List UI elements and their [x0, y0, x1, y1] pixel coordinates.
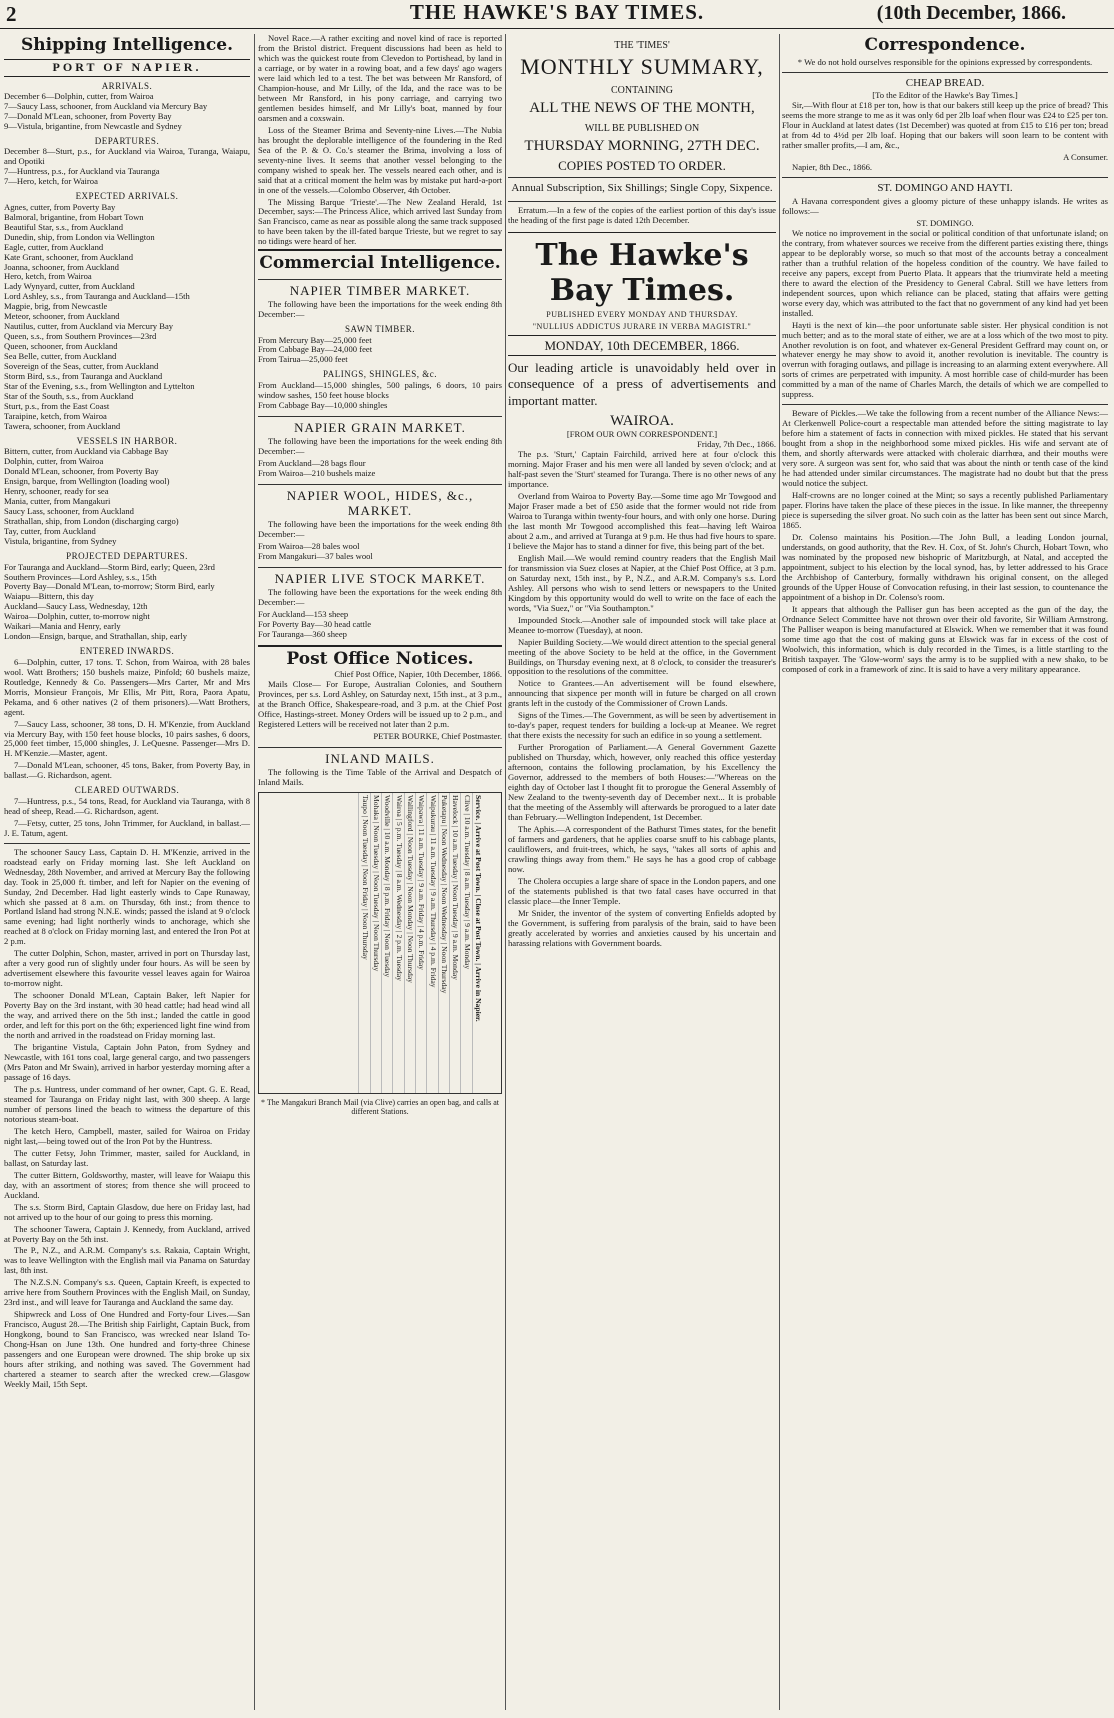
masthead: [0, 0, 1114, 29]
list-item: 6—Dolphin, cutter, 17 tons. T. Schon, from Wairoa, with 28 bales wool. Watt Brothers; 150 bushels maize, Pinfold; 60 bushels maize, Routledge, Kennedy & Co. Passengers—Mrs Carter, Mr and Mrs Morris, Monsieur François, Mr Ellis, Mr Pitt, Rora, Paora Apatu, Pekama, and 6 other natives (2 of them prisoners).—Watt Brothers, agent.: [4, 656, 250, 717]
table-row: Wairoa | 5 p.m. Tuesday | 8 a.m. Wednesday | 2 p.m. Tuesday: [392, 793, 403, 1093]
stock-intro: The following have been the exportations for the week ending 8th December:—: [258, 586, 502, 607]
summary-title: MONTHLY SUMMARY,: [520, 53, 764, 79]
local-news: [508, 554, 776, 949]
list-item: Joanna, schooner, from Auckland: [4, 261, 119, 272]
shipping-news: [4, 848, 250, 1390]
list-item: Southern Provinces—Lord Ashley, s.s., 15th: [4, 571, 157, 582]
list-item: Waikari—Mania and Henry, early: [4, 621, 121, 632]
news-paragraph: Overland from Wairoa to Poverty Bay.—Some time ago Mr Towgood and Major Fraser made a bet of £50 aside that the former would not ride from Wairoa to Turanga within twenty-four hours, and with only one horse. During the last month Mr Towgood accomplished this feat—having left Wairoa about 2 a.m., and arrived at Turanga at 9 p.m. He thus had five hours to spare. I believe the Major has to stand a dinner for five, this being part of the bet.: [508, 491, 776, 551]
list-item: 7—Saucy Lass, schooner, 38 tons, D. H. M'Kenzie, from Auckland via Mercury Bay, with 150 feet house blocks, 10 pairs sashes, 6 doors, 25,000 feet timber, 15,000 shingles, J. LeQuesne. Passenger—Mrs D. H. M'Kenzie.—Master, agent.: [4, 718, 250, 759]
news-paragraph: Notice to Grantees.—An advertisement will be found elsewhere, announcing that sixpence per month will in future be charged on all crown grants left in the custody of the Commissioner of Crown Lands.: [508, 678, 776, 709]
list-item: Dolphin, cutter, from Wairoa: [4, 456, 104, 467]
summary-published: WILL BE PUBLISHED ON: [584, 123, 700, 135]
list-item: Star of the South, s.s., from Auckland: [4, 391, 134, 402]
domingo-title: ST. DOMINGO AND HAYTI.: [877, 182, 1013, 195]
list-item: 7—Fetsy, cutter, 25 tons, John Trimmer, for Auckland, in ballast.—J. E. Tatum, agent.: [4, 817, 250, 838]
list-item: Lord Ashley, s.s., from Tauranga and Auckland—15th: [4, 291, 190, 302]
news-paragraph: Loss of the Steamer Brima and Seventy-nine Lives.—The Nubia has brought the deplorable intelligence of the foundering in the Red Sea of the P. & O. Co.'s steamer the Brima, involving a loss of seventy-nine lives. It seems that another vessel belonging to the company wished to speak her. The vessels neared each other, and is said that at a critical moment the helm was by mistake put hard-a-port in one of the vessels.—Colombo Observer, 4th October.: [258, 124, 502, 195]
news-paragraph: Beware of Pickles.—We take the following from a recent number of the Alliance News:—At Clerkenwell Police-court a respectable man attended before the sitting magistrate to lay before him a statement of facts in connection with mixed pickles. He stated that his servant bought from a shop in the neighborhood some mixed pickles. His wife and servant ate of them, and shortly afterwards were attacked with choleraic diarrhœa, and their mouths were very sore. A surgeon was sent for, who said that was about the ninth or tenth case of the kind he had attended under similar circumstances. The magistrate had no doubt but that the press would notice the subject.: [782, 408, 1108, 489]
list-item: Agnes, cutter, from Poverty Bay: [4, 201, 116, 212]
domingo-body: [782, 229, 1108, 400]
palings-list: [258, 379, 505, 411]
arrivals-list: [4, 92, 250, 132]
news-paragraph: It appears that although the Palliser gun has been accepted as the gun of the day, the Ordnance Select Committee have not thrown over their old favorite, Sir William Armstrong. The Palliser weapon is being manufactured at Elswick. When we remember that it was found some time ago that the cost of making guns at Elswick was far in excess of the cost of Woolwich, this information, which is duly recorded in the Times, is a little startling to the British taxpayer. The 'Glow-worm' says the army is to be supplied with a new shako, to be composed of cork in a framework of zinc. It is said to have a very military appearance.: [782, 603, 1108, 674]
page-number: 2: [6, 2, 17, 26]
list-item: December 8—Sturt, p.s., for Auckland via Wairoa, Turanga, Waiapu, and Opotiki: [4, 146, 253, 167]
list-item: Vistula, brigantine, from Sydney: [4, 536, 117, 547]
news-paragraph: The schooner Donald M'Lean, Captain Baker, left Napier for Poverty Bay on the 3rd instant, with 30 head cattle; had head wind all the way, and arrived there on the 5th inst.; landed the cattle in good order, and left for this port on the 6th; experienced light fine wind from the north and arrived in the roadstead on Friday morning last.: [4, 990, 250, 1041]
news-paragraph: The s.s. Storm Bird, Captain Glasdow, due here on Friday last, had not arrived up to the hour of our going to press this morning.: [4, 1201, 250, 1222]
list-item: Tay, cutter, from Auckland: [4, 526, 96, 537]
post-signature: PETER BOURKE, Chief Postmaster.: [373, 731, 502, 742]
projected-list: [4, 563, 250, 643]
table-row: Woodville | 10 a.m. Monday | 8 p.m. Friday | Noon Tuesday: [381, 793, 392, 1093]
list-item: Storm Bird, s.s., from Tauranga and Auckland: [4, 371, 163, 382]
post-office-heading: Post Office Notices.: [258, 645, 502, 670]
cleared-list: [4, 797, 250, 839]
column-rule: [254, 34, 255, 1710]
cheap-bread-title: CHEAP BREAD.: [905, 76, 985, 89]
commercial-column: [258, 33, 505, 1710]
list-item: Strathallan, ship, from London (discharging cargo): [4, 516, 179, 527]
table-row: Puketapu | Noon Wednesday | Noon Wednesday | Noon Thursday: [438, 793, 449, 1093]
erratum: Erratum.—In a few of the copies of the earliest portion of this day's issue the heading of the first page is dated 12th December.: [508, 204, 776, 225]
vessels-title: VESSELS IN HARBOR.: [76, 435, 178, 446]
list-item: Taraipine, ketch, from Wairoa: [4, 411, 107, 422]
wairoa-body: [508, 450, 776, 552]
list-item: 7—Hero, ketch, for Wairoa: [4, 176, 98, 187]
port-heading: PORT OF NAPIER.: [4, 59, 250, 77]
list-item: From Mangakuri—37 bales wool: [258, 550, 373, 561]
timber-market-title: NAPIER TIMBER MARKET.: [258, 279, 502, 298]
list-item: For Tauranga and Auckland—Storm Bird, early; Queen, 23rd: [4, 561, 215, 572]
grain-market-title: NAPIER GRAIN MARKET.: [258, 416, 502, 435]
news-paragraph: Mr Snider, the inventor of the system of converting Enfields adopted by the Government, is suffering from paralysis of the brain, said to have been greatly accelerated by worries and anxieties caused by his uncertain and harassing relations with Government boards.: [508, 907, 776, 948]
sawn-list: [258, 336, 502, 366]
correspondence-column: [782, 34, 1108, 1710]
list-item: For Poverty Bay—30 head cattle: [258, 618, 372, 629]
commercial-heading: Commercial Intelligence.: [258, 249, 502, 274]
list-item: Sea Belle, cutter, from Auckland: [4, 351, 117, 362]
table-row: Taupo | Noon Tuesday | Noon Friday | Noon Thursday: [358, 793, 369, 1093]
departures-title: DEPARTURES.: [94, 135, 160, 146]
general-news: [258, 34, 502, 247]
column-rule: [505, 34, 506, 1710]
news-paragraph: The P., N.Z., and A.R.M. Company's s.s. Rakaia, Captain Wright, was to leave Wellington with the English mail via Panama on Saturday last, 8th inst.: [4, 1245, 250, 1276]
list-item: Donald M'Lean, schooner, from Poverty Bay: [4, 466, 159, 477]
publication-days: PUBLISHED EVERY MONDAY AND THURSDAY.: [546, 310, 738, 320]
expected-list: [4, 203, 250, 432]
cleared-title: CLEARED OUTWARDS.: [74, 785, 180, 796]
list-item: Queen, schooner, from Auckland: [4, 341, 118, 352]
table-row: Wallingford | Noon Tuesday | Noon Monday | Noon Thursday: [404, 793, 415, 1093]
news-paragraph: The cutter Bittern, Goldsworthy, master, will leave for Waiapu this day, with an assortment of stores; from thence she will proceed to Auckland.: [4, 1169, 250, 1200]
cheap-bread-dateline: Napier, 8th Dec., 1866.: [792, 162, 873, 173]
news-paragraph: The brigantine Vistula, Captain John Paton, from Sydney and Newcastle, with 161 tons coal, large general cargo, and two passengers (Mrs Paton and Mr Swain), arrived in harbor yesterday morning after a passage of 16 days.: [4, 1042, 250, 1082]
domingo-subtitle: ST. DOMINGO.: [916, 217, 974, 228]
post-dateline: Chief Post Office, Napier, 10th December, 1866.: [334, 669, 502, 680]
list-item: From Mercury Bay—25,000 feet: [258, 334, 372, 345]
timber-intro: The following have been the importations for the week ending 8th December:—: [258, 299, 502, 320]
news-paragraph: The Missing Barque 'Trieste'.—The New Zealand Herald, 1st December, says:—The Princess Alice, which arrived last Sunday from San Francisco, came as near as possible along the same track supposed to have been taken by the ill-fated barque Trieste, but we regret to say no tidings were heard of her.: [258, 196, 502, 247]
list-item: Magpie, brig, from Newcastle: [4, 301, 108, 312]
list-item: Poverty Bay—Donald M'Lean, to-morrow; Storm Bird, early: [4, 581, 215, 592]
list-item: Kate Grant, schooner, from Auckland: [4, 251, 133, 262]
monthly-summary-ad: [508, 40, 776, 195]
wool-market-title: NAPIER WOOL, HIDES, &c., MARKET.: [258, 484, 502, 518]
entered-title: ENTERED INWARDS.: [79, 646, 175, 657]
summary-small: THE 'TIMES': [614, 40, 670, 51]
list-item: Bittern, cutter, from Auckland via Cabbage Bay: [4, 446, 169, 457]
paper-motto: "NULLIUS ADDICTUS JURARE IN VERBA MAGISTRI.": [532, 321, 752, 331]
correspondence-heading: Correspondence.: [864, 35, 1026, 55]
list-item: London—Ensign, barque, and Strathallan, ship, early: [4, 631, 188, 642]
summary-all-news: ALL THE NEWS OF THE MONTH,: [529, 99, 755, 116]
news-paragraph: Hayti is the next of kin—the poor unfortunate sable sister. Her physical condition is not much better; and as to the moral state of either, we are at a loss which of the two most to pity. Another revolution is on foot, and whatever ex-General President Geffrard may count on, or whatever energy he may show to avoid it, another revolution is inevitable. The country is overrun with foraging outlaws, and pillage is increasing to an alarming extent everywhere. All sorts of crimes are perpetrated with impunity. A most horrible case of child-murder has been committed by a man of the name of Charles March, the details of which we are compelled to suppress.: [782, 319, 1108, 400]
cheap-bread-to: [To the Editor of the Hawke's Bay Times.]: [872, 90, 1018, 101]
news-paragraph: The N.Z.S.N. Company's s.s. Queen, Captain Kreeft, is expected to arrive here from Southern Provinces with the English Mail, on Sunday, 23rd inst., and will leave for Tauranga and Auckland the same day.: [4, 1277, 250, 1308]
issue-date: (10th December, 1866.: [876, 2, 1066, 24]
summary-subscription: Annual Subscription, Six Shillings; Single Copy, Sixpence.: [511, 182, 773, 195]
table-row: Waipawa | 11 a.m. Tuesday | 9 a.m. Friday | 4 p.m. Friday: [415, 793, 426, 1093]
editorial-date: MONDAY, 10th DECEMBER, 1866.: [508, 335, 776, 356]
list-item: Sovereign of the Seas, cutter, from Auckland: [4, 361, 159, 372]
sawn-timber-title: SAWN TIMBER.: [344, 324, 416, 335]
list-item: From Wairoa—28 bales wool: [258, 540, 360, 551]
stock-list: [258, 610, 502, 640]
inland-intro: The following is the Time Table of the Arrival and Despatch of Inland Mails.: [258, 767, 502, 788]
list-item: For Auckland—153 sheep: [258, 608, 349, 619]
news-paragraph: The ketch Hero, Campbell, master, sailed for Wairoa on Friday night last,—being towed out of the Iron Pot by the Huntress.: [4, 1125, 250, 1146]
news-paragraph: English Mail.—We would remind country readers that the English Mail for transmission via Suez closes at Napier, at the Chief Post Office, at 3 p.m. on Saturday next, 15th inst., by P., N.Z., and A.R.M. Company's s.s. Lord Ashley. All persons who wish to send letters or newspapers to the United Kingdom by this opportunity would do well to write on the face of each the words, "Via Suez," or "Via Southampton.": [508, 552, 776, 613]
news-paragraph: We notice no improvement in the social or political condition of that unfortunate island; on the contrary, from whatever sources we receive from the different parties existing there, things appear to be deplorably worse, so much so that most of the accounts betray a concealment rather than a truthful relation of the hopeless condition of the country. We have failed to receive any papers, except from Puerto Plata. It appears that the triumvirate held a meeting there to award the election of the Presidency to General Cabral. Still we have letters from independent sources, upon which reliance can be placed, stating that affairs were getting worse every day, which was attributed to the fact that no government of any kind had yet been installed.: [782, 227, 1108, 318]
list-item: From Auckland—28 bags flour: [258, 457, 366, 468]
wool-list: [258, 542, 502, 562]
list-item: Wairoa—Dolphin, cutter, to-morrow night: [4, 611, 150, 622]
news-paragraph: Napier Building Society.—We would direct attention to the special general meeting of the above Society to be held at the office, in the Government Buildings, on Thursday evening next, at 8 o'clock, to consider the treasurer's opposition to the resolutions of the committee.: [508, 636, 776, 677]
shipping-column: [4, 34, 253, 1710]
list-item: Sturt, p.s., from the East Coast: [4, 401, 110, 412]
list-item: Auckland—Saucy Lass, Wednesday, 12th: [4, 601, 148, 612]
inland-mails-title: INLAND MAILS.: [258, 747, 502, 766]
list-item: From Tairua—25,000 feet: [258, 354, 348, 365]
news-paragraph: Half-crowns are no longer coined at the Mint; so says a recently published Parliamentary paper. Florins have taken the place of these pieces in the issue. In like manner, the threepenny piece is superseding the silver groat. No such coin as the latter has been sent out since March, 1865.: [782, 490, 1108, 530]
table-row: Havelock | 10 a.m. Tuesday | Noon Tuesday | 9 a.m. Monday: [449, 793, 460, 1093]
news-paragraph: The Cholera occupies a large share of space in the London papers, and one of the statements published is that two fatal cases have occurred in that classic place—the Inner Temple.: [508, 875, 776, 906]
column-rule: [779, 34, 780, 1710]
news-paragraph: Shipwreck and Loss of One Hundred and Forty-four Lives.—San Francisco, August 28.—The British ship Fairlight, Captain Buck, from Hongkong, bound to San Francisco, was wrecked near Island To-Chong-Hsan on June 13th. One hundred and forty-three Chinese passengers and one European were drowned. The ship broke up six hours after striking, and nothing was saved. The Government had chartered a steamer to search after the wrecked crew.—Glasgow Weekly Mail, 15th Sept.: [4, 1309, 250, 1390]
projected-title: PROJECTED DEPARTURES.: [66, 551, 188, 562]
list-item: From Cabbage Bay—24,000 feet: [258, 344, 373, 355]
list-item: Balmoral, brigantine, from Hobart Town: [4, 211, 144, 222]
domingo-intro: A Havana correspondent gives a gloomy picture of these unhappy islands. He writes as follows:—: [782, 195, 1108, 216]
list-item: December 6—Dolphin, cutter, from Wairoa: [4, 91, 154, 102]
news-paragraph: The p.s. 'Sturt,' Captain Fairchild, arrived here at four o'clock this morning. Major Fraser and his men were all landed by seven o'clock; and at half-past seven the 'Sturt' steamed for Turanga. There is no other news of any importance.: [508, 449, 776, 490]
news-paragraph: The cutter Dolphin, Schon, master, arrived in port on Thursday last, after a very good run of slightly under four hours. As will be seen by advertisement elsewhere this favourite vessel leaves again for Wairoa to-morrow night.: [4, 948, 250, 989]
news-paragraph: The Aphis.—A correspondent of the Bathurst Times states, for the benefit of farmers and gardeners, that he applies coarse snuff to his cabbage plants, cauliflowers, and fruit-trees, which, he says, "takes all sorts of aphis and crawling things away from them." He says he has a good crop of cabbage now.: [508, 824, 776, 874]
news-paragraph: The p.s. Huntress, under command of her owner, Capt. G. E. Read, steamed for Tauranga on Friday night last, with 300 sheep. A large number of persons lined the beach to witness the departure of this notorious steam-boat.: [4, 1083, 250, 1124]
table-row: Waipukurau | 11 a.m. Tuesday | 9 a.m. Thursday | 4 p.m. Friday: [426, 793, 437, 1093]
list-item: Hero, ketch, from Wairoa: [4, 271, 92, 282]
entered-list: [4, 658, 250, 782]
list-item: From Auckland—15,000 shingles, 500 palings, 6 doors, 10 pairs window sashes, 150 feet house blocks: [258, 379, 505, 400]
news-paragraph: The schooner Saucy Lass, Captain D. H. M'Kenzie, arrived in the roadstead early on Friday morning last. She left Auckland on Wednesday, 28th November, and arrived at Mercury Bay the following day. Took in 25,000 ft. timber, and left for Napier on the evening of Sunday, 2nd December. Had light easterly winds to Cape Runaway, which she passed at 8 a.m. on Thursday, 6th inst.; from thence to Portland Island had strong N.N.E. winds; passed the island at 9 o'clock same evening; had light northerly winds to anchorage, which she reached at 8 o'clock on Friday morning last, and entered the Iron Pot at 2 p.m.: [4, 846, 250, 947]
cheap-bread-signature: A Consumer.: [1063, 152, 1108, 163]
news-paragraph: Novel Race.—A rather exciting and novel kind of race is reported from the Bristol district. Frequent discussions had been as held to which was the quickest route from Clevedon to Portishead, by land in a carriage, or by water in a rowing boat, and a few days' ago wagers were laid which led to a test. The bet was between Mr Ransford, of Champion-house, and Mr Lilly, of the Ida, and the race was to be between Mr Ransford, in his pony carriage, and carrying two gentlemen besides himself, and Mr Lilly's boat, manned by four oarsmen and a coxswain.: [258, 33, 502, 123]
list-item: Queen, s.s., from Southern Provinces—23rd: [4, 331, 157, 342]
list-item: From Cabbage Bay—10,000 shingles: [258, 399, 388, 410]
grain-intro: The following have been the importations for the week ending 8th December:—: [258, 435, 502, 456]
table-row: Mohaka | Noon Tuesday | Noon Tuesday | Noon Thursday: [370, 793, 381, 1093]
list-item: Tawera, schooner, from Auckland: [4, 421, 121, 431]
table-header: Service. | Arrive at Post Town. | Close at Post Town. | Arrive in Napier.: [472, 793, 483, 1093]
news-paragraph: Impounded Stock.—Another sale of impounded stock will take place at Meanee to-morrow (Tuesday), at noon.: [508, 614, 776, 635]
list-item: 7—Huntress, p.s., 54 tons, Read, for Auckland via Tauranga, with 8 head of sheep, Read.—G. Richardson, agent.: [4, 795, 250, 816]
list-item: Star of the Evening, s.s., from Wellington and Lyttelton: [4, 381, 195, 392]
list-item: 7—Donald M'Lean, schooner, 45 tons, Baker, from Poverty Bay, in ballast.—G. Richardson, agent.: [4, 760, 250, 781]
inland-footnote: * The Mangakuri Branch Mail (via Clive) carries an open bag, and calls at different Stations.: [261, 1098, 499, 1117]
stock-market-title: NAPIER LIVE STOCK MARKET.: [258, 567, 502, 586]
list-item: 9—Vistula, brigantine, from Newcastle and Sydney: [4, 120, 182, 131]
wool-intro: The following have been the importations for the week ending 8th December:—: [258, 518, 502, 539]
list-item: From Wairoa—210 bushels maize: [258, 467, 376, 478]
summary-posted: COPIES POSTED TO ORDER.: [558, 158, 726, 174]
summary-date: THURSDAY MORNING, 27TH DEC.: [524, 137, 760, 154]
summary-containing: CONTAINING: [611, 85, 673, 97]
list-item: 7—Saucy Lass, schooner, from Auckland via Mercury Bay: [4, 101, 208, 112]
leader-notice: Our leading article is unavoidably held over in consequence of a press of advertisements and important matter.: [508, 360, 776, 408]
arrivals-title: ARRIVALS.: [101, 80, 153, 91]
wairoa-source: [FROM OUR OWN CORRESPONDENT.]: [566, 429, 718, 440]
more-news: [782, 409, 1108, 674]
list-item: Nautilus, cutter, from Auckland via Mercury Bay: [4, 321, 174, 332]
news-paragraph: Dr. Colenso maintains his Position.—The John Bull, a leading London journal, understands, on good authority, that the Rev. H. Cox, of St. John's Church, Hobart Town, who was nominated by the proposed new bishopric of Maritzburgh, at Natal, and accepted the appointment, subject to his election by the local synod, has, by letter addressed to his Grace the Archbishop of Canterbury, formally withdrawn his original consent, on the alleged grounds of the Upper House of Convocation refusing, in their last session, to countenance the appointment of a bishop in Dr. Colenso's room.: [782, 531, 1108, 602]
vessels-list: [4, 447, 250, 547]
list-item: For Tauranga—360 sheep: [258, 628, 347, 639]
wairoa-date: Friday, 7th Dec., 1866.: [697, 439, 776, 450]
cheap-bread-letter: Sir,—With flour at £18 per ton, how is that our bakers still keep up the price of bread? This seems the more strange to me as it was only 6d per 2lb loaf when flour was £24 to £25 per ton. Flour in Auckland at latest dates (1st December) was quoted at from £15 to £16 per ton; bread at from 4d to 4½d per 2lb loaf. Hoping that our bakers will soon learn to be content with rather smaller profits,—I am, &c.,: [782, 100, 1109, 151]
list-item: 7—Donald M'Lean, schooner, from Poverty Bay: [4, 111, 172, 121]
disclaimer: * We do not hold ourselves responsible for the opinions expressed by correspondents.: [797, 56, 1093, 67]
newspaper-title: THE HAWKE'S BAY TIMES.: [409, 0, 705, 24]
list-item: Henry, schooner, ready for sea: [4, 486, 109, 497]
editorial-column: [508, 34, 776, 1710]
list-item: Lady Wynyard, cutter, from Auckland: [4, 281, 135, 292]
wairoa-title: WAIROA.: [610, 412, 674, 429]
list-item: Dunedin, ship, from London via Wellington: [4, 231, 155, 242]
palings-title: PALINGS, SHINGLES, &c.: [323, 369, 437, 380]
paper-logo: The Hawke's Bay Times.: [508, 232, 776, 309]
shipping-heading: Shipping Intelligence.: [21, 35, 233, 55]
inland-mail-table: [258, 792, 502, 1094]
table-row: Clive | 10 a.m. Tuesday | 8 a.m. Tuesday | 9 a.m. Monday: [460, 793, 471, 1093]
post-body: Mails Close— For Europe, Australian Colonies, and Southern Provinces, per s.s. Lord Ashley, on Saturday next, 15th inst., at 3 p.m., at the Branch Office, Shakespeare-road, and 3 p.m. at the Chief Post Office, Hastings-street. Money Orders will be issued up to 2 p.m., and Registered Letters will be received not later than 2 p.m.: [258, 679, 502, 730]
list-item: Saucy Lass, schooner, from Auckland: [4, 506, 134, 517]
news-paragraph: Signs of the Times.—The Government, as will be seen by advertisement in to-day's paper, request tenders for building a lock-up at Meanee. We regret that there exists the necessity for such an edifice in so young a settlement.: [508, 710, 777, 741]
list-item: Waiapu—Bittern, this day: [4, 591, 94, 602]
news-paragraph: Further Prorogation of Parliament.—A General Government Gazette published on Thursday, which, however, only reached this office yesterday afternoon, contains the following proclamation, by his Excellency the Governor, addressed to the members of both Houses:—"Whereas on the eighth day of October last I thought fit to prorogue the General Assembly of New Zealand to the twenty-seventh day of December next... It is probable that the meeting of the Assembly will afterwards be prorogued to a later date than February.—Wellington Independent, 1st December.: [508, 742, 776, 823]
list-item: Meteor, schooner, from Auckland: [4, 311, 120, 322]
news-paragraph: The schooner Tawera, Captain J. Kennedy, from Auckland, arrived at Poverty Bay on the 5th inst.: [4, 1223, 250, 1244]
list-item: Eagle, cutter, from Auckland: [4, 241, 104, 252]
list-item: Beautiful Star, s.s., from Auckland: [4, 221, 123, 232]
list-item: 7—Huntress, p.s., for Auckland via Tauranga: [4, 166, 160, 177]
list-item: Mania, cutter, from Mangakuri: [4, 496, 111, 507]
grain-list: [258, 459, 502, 479]
list-item: Ensign, barque, from Wellington (loading wool): [4, 476, 170, 487]
expected-title: EXPECTED ARRIVALS.: [75, 191, 179, 202]
departures-list: [4, 146, 253, 187]
news-paragraph: The cutter Fetsy, John Trimmer, master, sailed for Auckland, in ballast, on Saturday last.: [4, 1147, 250, 1168]
